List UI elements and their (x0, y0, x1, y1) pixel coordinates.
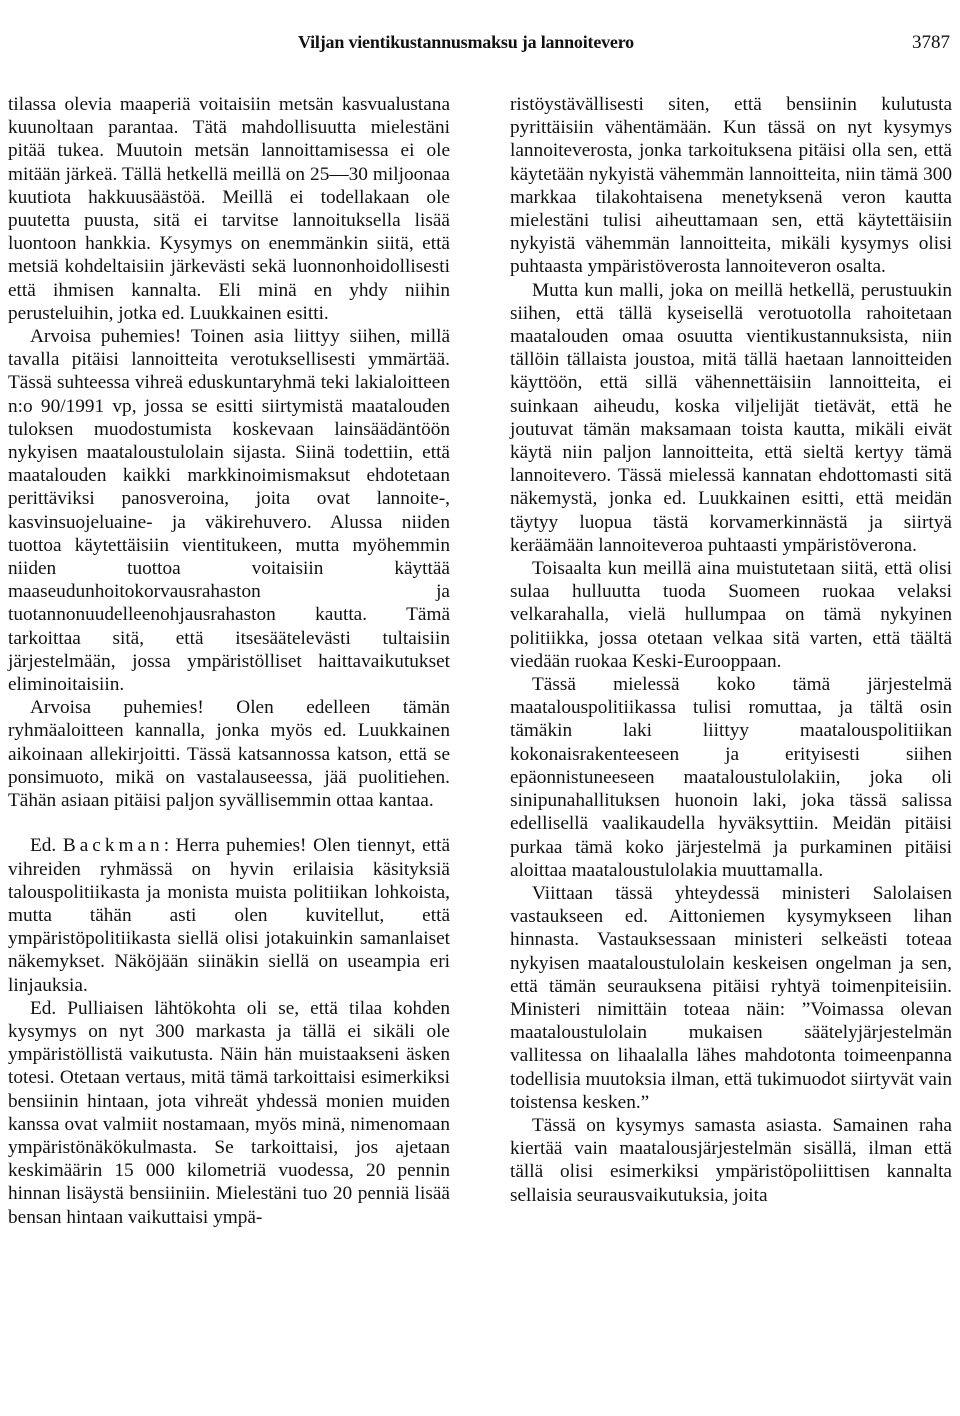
paragraph: ristöystävällisesti siten, että bensiinin kulutusta pyrittäisiin vähentämään. Kun tässä on nyt kysymys lannoiteverosta, jonka tarkoituksena pitäisi olla sen, että käytetään nykyistä vähemmän lannoitteita, niin tämä 300 markkaa tilakohtaisena menetyksenä veron kautta mielestäni tulisi aiheuttamaan sen, että käytettäisiin nykyistä vähemmän lannoitteita, mikäli kysymys olisi puhtaasta ympäristöverosta lannoiteveron osalta. (510, 94, 952, 278)
speech-paragraph (8, 834, 450, 996)
paragraph: Tässä on kysymys samasta asiasta. Samainen raha kiertää vain maatalousjärjestelmän sisällä, ilman että tällä olisi esimerkiksi ympäristöpoliittisen kannalta sellaisia seurausvaikutuksia, joita (510, 1114, 952, 1206)
page-number: 3787 (912, 32, 950, 53)
right-column (510, 93, 952, 1207)
page-header (0, 32, 960, 62)
paragraph: tilassa olevia maaperiä voitaisiin metsän kasvualustana kuunoltaan parantaa. Tätä mahdollisuutta mielestäni pitää tukea. Muutoin metsän lannoittamisessa ei ole mitään järkeä. Tällä hetkellä meillä on 25—30 miljoonaa kuutiota hakkuusäästöä. Meillä ei todellakaan ole puutetta puusta, sitä ei tarvitse lannoituksella lisää luontoon hankkia. Kysymys on enemmänkin siitä, että metsiä kohdeltaisiin järkevästi sekä luonnonhoidollisesti että ihmisen kannalta. Eli minä en yhdy niihin perusteluihin, jotka ed. Luukkainen esitti. (8, 94, 450, 324)
paragraph: Tässä mielessä koko tämä järjestelmä maatalouspolitiikassa tulisi romuttaa, ja tältä osin tämäkin laki liittyy maatalouspolitiikan kokonaisrakenteeseen ja erityisesti siihen epäonnistuneeseen maataloustulolakiin, joka oli sinipunahallituksen huonoin laki, joka tässä salissa edellisellä vaalikaudella hyväksyttiin. Meidän pitäisi purkaa tämä koko järjestelmä ja purkaminen pitäisi aloittaa maataloustulolakia muuttamalla. (510, 674, 952, 881)
speaker-prefix: Ed. (30, 835, 57, 857)
paragraph: Viittaan tässä yhteydessä ministeri Salolaisen vastaukseen ed. Aittoniemen kysymykseen lihan hinnasta. Vastauksessaan ministeri selkeästi toteaa nykyisen maataloustulolain keskeisen ongelman ja sen, että tämän seurauksena pitäisi ryhtyä toimenpiteisiin. Ministeri nimittäin toteaa näin: ”Voimassa olevan maataloustulolain mukaisen säätelyjärjestelmän vallitessa on lihaalalla lähes mahdotonta toimeenpanna todellisia muutoksia ilman, että tukimuodot siirtyvät vain toistensa kesken.” (510, 882, 952, 1113)
speech-text: : Herra puhemies! Olen tiennyt, että vihreiden ryhmässä on hyvin erilaisia käsityksiä talouspolitiikasta ja monista muista politiikan lohkoista, mutta tähän asti olen kuvitellut, että ympäristöpolitiikasta siellä olisi jotakuinkin samanlaiset näkemykset. Näköjään siinäkin siellä on useampia eri linjauksia. (8, 835, 450, 996)
left-column (8, 93, 450, 1229)
paragraph: Toisaalta kun meillä aina muistutetaan siitä, että olisi sulaa hulluutta tuoda Suomeen ruokaa velaksi velkarahalla, vielä hullumpaa on tämä nykyinen politiikka, jossa otetaan velkaa sitä varten, että täältä viedään ruokaa Keski-Eurooppaan. (510, 558, 952, 672)
paragraph: Mutta kun malli, joka on meillä hetkellä, perustuukin siihen, että tällä kyseisellä verotuotolla rahoitetaan maatalouden omaa osuutta vientikustannuksista, niin tällöin tällaista joustoa, mitä tällä haetaan lannoitteiden käyttöön, että sillä vähennettäisiin lannoitteita, ei suinkaan aiheudu, koska viljelijät tietävät, että he joutuvat tämän maksamaan toista kautta, mikäli eivät käytä niin paljon lannoitteita, että sieltä kertyy tämä lannoitevero. Tässä mielessä kannatan ehdottomasti sitä näkemystä, jonka ed. Luukkainen esitti, että meidän täytyy luopua tästä korvamerkinnästä ja siirtyä keräämään lannoiteveroa puhtaasti ympäristöverona. (510, 279, 952, 556)
speaker-name: Backman (62, 835, 164, 857)
paragraph: Arvoisa puhemies! Olen edelleen tämän ryhmäaloitteen kannalla, jonka myös ed. Luukkainen aikoinaan allekirjoitti. Tässä katsannossa katson, että se ponsimuoto, mikä on vastalauseessa, jää puolitiehen. Tähän asiaan pitäisi paljon syvällisemmin ottaa kantaa. (8, 697, 450, 812)
paragraph: Ed. Pulliaisen lähtökohta oli se, että tilaa kohden kysymys on nyt 300 markasta ja tällä ei sikäli ole ympäristöllistä vaikutusta. Näin hän muistaakseni äsken totesi. Otetaan vertaus, mitä tämä tarkoittaisi esimerkiksi bensiinin hintaan, jota vihreät yhdessä monien muiden kanssa ovat valmiit nostamaan, myös minä, nimenomaan ympäristönäkökulmasta. Se tarkoittaisi, jos ajetaan keskimäärin 15 000 kilometriä vuodessa, 20 pennin hinnan lisäystä bensiiniin. Mielestäni tuo 20 penniä lisää bensan hintaan vaikuttaisi ympä- (8, 997, 450, 1228)
running-title: Viljan vientikustannusmaksu ja lannoitevero (298, 32, 634, 52)
paragraph: Arvoisa puhemies! Toinen asia liittyy siihen, millä tavalla pitäisi lannoitteita verotuksellisesti ymmärtää. Tässä suhteessa vihreä eduskuntaryhmä teki lakialoitteen n:o 90/1991 vp, jossa se esitti siirtymistä maatalouden tuloksen muodostumista koskevaan lainsäädäntöön nykyisen maataloustulolain sijasta. Siinä todettiin, että maatalouden kaikki markkinoimismaksut ehdotetaan perittäviksi panosveroina, joita ovat lannoite-, kasvinsuojeluaine- ja väkirehuvero. Alussa niiden tuottoa käytettäisiin vientitukeen, mutta myöhemmin niiden tuottoa voitaisiin käyttää maaseudunhoitokorvausrahaston ja tuotannonuudelleenohjausrahaston kautta. Tämä tarkoittaa sitä, että itsesäätelevästi tultaisiin järjestelmään, jossa ympäristölliset haittavaikutukset eliminoitaisiin. (8, 326, 450, 696)
